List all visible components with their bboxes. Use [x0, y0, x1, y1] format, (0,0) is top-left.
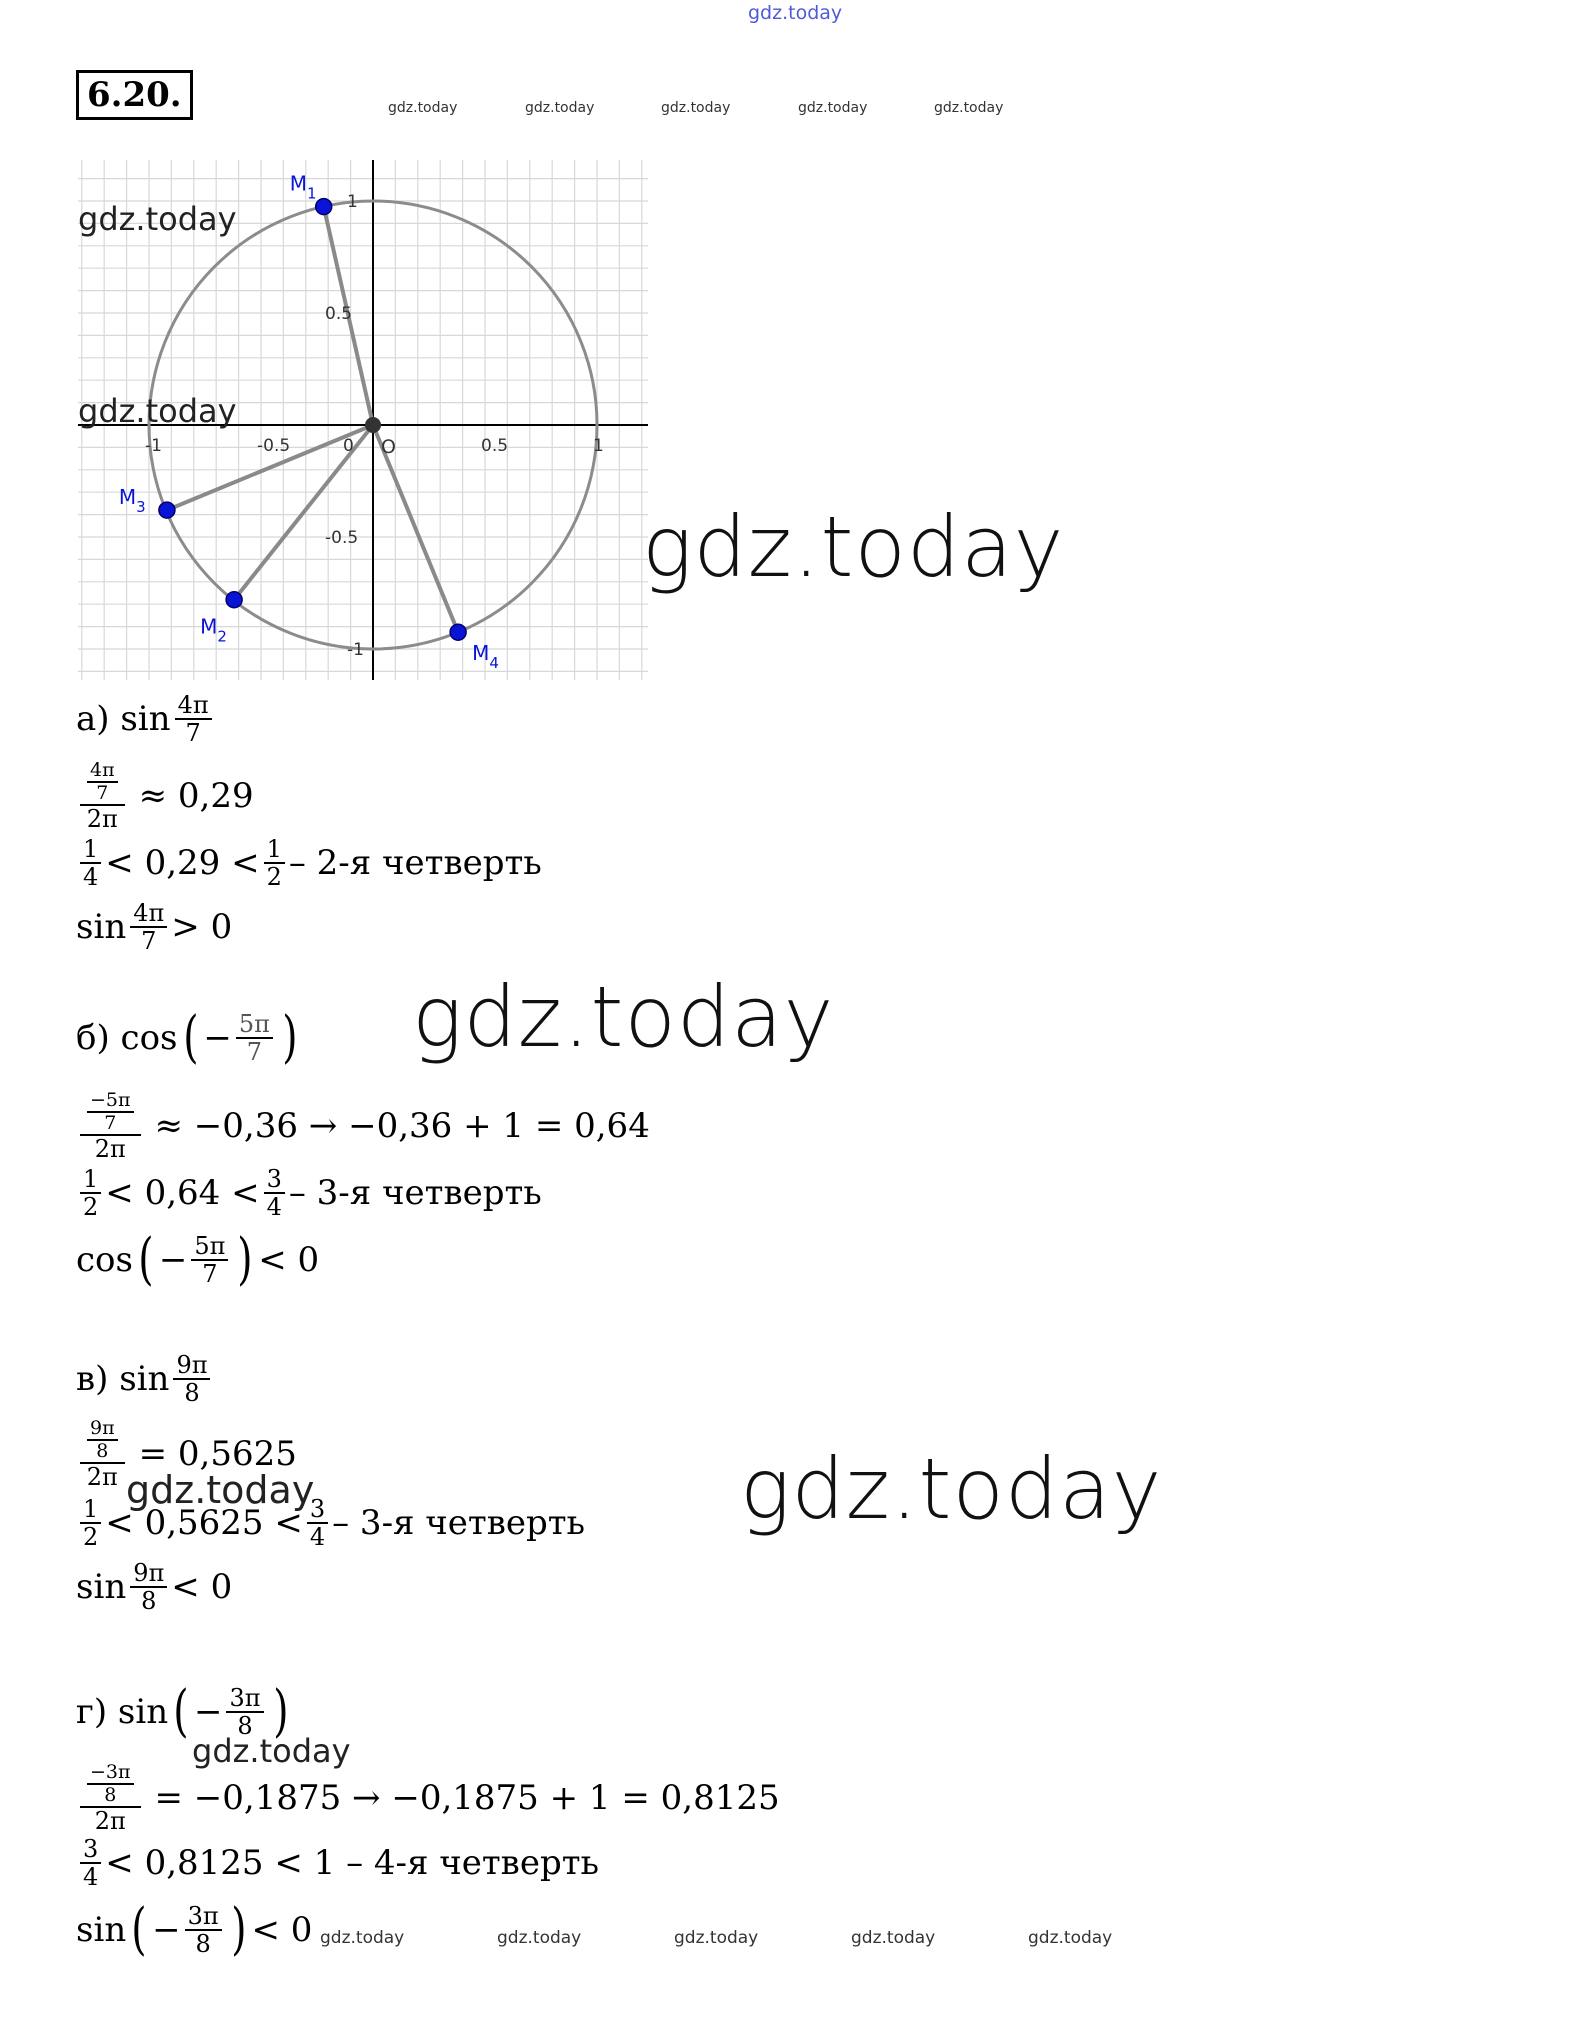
point-M2: [226, 592, 242, 608]
y-tick-label: -1: [347, 640, 364, 660]
point-label: $M_4$: [472, 641, 499, 673]
origin-point: [365, 417, 381, 433]
watermark-row: gdz.today: [1028, 1928, 1113, 1948]
part-d-heading: г) sin ( − $\frac{3\pi}{8}$ ): [76, 1679, 289, 1744]
watermark-figure: gdz.today: [78, 392, 237, 430]
part-c-heading: в) sin $\frac{9\pi}{8}$: [76, 1352, 214, 1406]
part-c-step1: $\frac{\frac{9\pi}{8}}{2\pi}$ = 0,5625: [76, 1418, 297, 1490]
part-d-step1: $\frac{\frac{-3\pi}{8}}{2\pi}$ = −0,1875 → −0,1875 + 1 = 0,8125: [76, 1762, 780, 1834]
part-b-heading: б) cos ( − $\frac{5\pi}{7}$ ): [76, 1005, 298, 1070]
watermark-row: gdz.today: [851, 1928, 936, 1948]
part-a-step1: $\frac{\frac{4\pi}{7}}{2\pi}$ ≈ 0,29: [76, 760, 254, 832]
point-label: $M_1$: [289, 171, 317, 203]
watermark-top: gdz.today: [748, 2, 843, 24]
part-a-heading: а) sin $\frac{4\pi}{7}$: [76, 692, 216, 746]
watermark-row: gdz.today: [525, 100, 595, 116]
part-c-step2: $\frac{1}{2}$ < 0,5625 < $\frac{3}{4}$ – 3-я четверть: [76, 1496, 585, 1550]
x-tick-label: 0.5: [481, 436, 509, 456]
point-M1: [316, 199, 332, 215]
watermark-mid: gdz.today: [126, 1468, 315, 1512]
watermark-row: gdz.today: [798, 100, 868, 116]
problem-number: 6.20.: [76, 70, 193, 120]
y-tick-label: 1: [347, 192, 358, 212]
origin-label: O: [381, 436, 396, 458]
watermark-mid: gdz.today: [192, 1732, 351, 1770]
x-tick-label: -0.5: [257, 436, 291, 456]
y-tick-label: -0.5: [325, 528, 359, 548]
x-tick-label: 1: [593, 436, 604, 456]
part-d-result: sin ( − $\frac{3\pi}{8}$ ) < 0: [76, 1897, 313, 1962]
part-a-step2: $\frac{1}{4}$ < 0,29 < $\frac{1}{2}$ – 2-я четверть: [76, 836, 542, 890]
watermark-row: gdz.today: [388, 100, 458, 116]
point-label: $M_3$: [118, 485, 146, 517]
point-M3: [159, 502, 175, 518]
part-b-step2: $\frac{1}{2}$ < 0,64 < $\frac{3}{4}$ – 3-я четверть: [76, 1166, 542, 1220]
part-b-step1: $\frac{\frac{-5\pi}{7}}{2\pi}$ ≈ −0,36 → −0,36 + 1 = 0,64: [76, 1090, 650, 1162]
watermark-row: gdz.today: [497, 1928, 582, 1948]
watermark-figure: gdz.today: [78, 200, 237, 238]
watermark-row: gdz.today: [674, 1928, 759, 1948]
x-tick-label: -1: [145, 436, 162, 456]
watermark-large: gdz.today: [740, 1440, 1163, 1538]
watermark-large: gdz.today: [412, 968, 835, 1066]
watermark-row: gdz.today: [661, 100, 731, 116]
watermark-row: gdz.today: [320, 1928, 405, 1948]
part-a-result: sin $\frac{4\pi}{7}$ > 0: [76, 899, 233, 955]
watermark-large: gdz.today: [642, 498, 1065, 596]
part-b-result: cos ( − $\frac{5\pi}{7}$ ) < 0: [76, 1227, 320, 1292]
y-tick-label: 0.5: [325, 304, 353, 324]
part-d-step2: $\frac{3}{4}$ < 0,8125 < 1 – 4-я четверть: [76, 1836, 599, 1890]
point-label: $M_2$: [200, 614, 227, 646]
x-tick-label: 0: [343, 436, 354, 456]
watermark-row: gdz.today: [934, 100, 1004, 116]
part-c-result: sin $\frac{9\pi}{8}$ < 0: [76, 1559, 233, 1615]
point-M4: [450, 624, 466, 640]
